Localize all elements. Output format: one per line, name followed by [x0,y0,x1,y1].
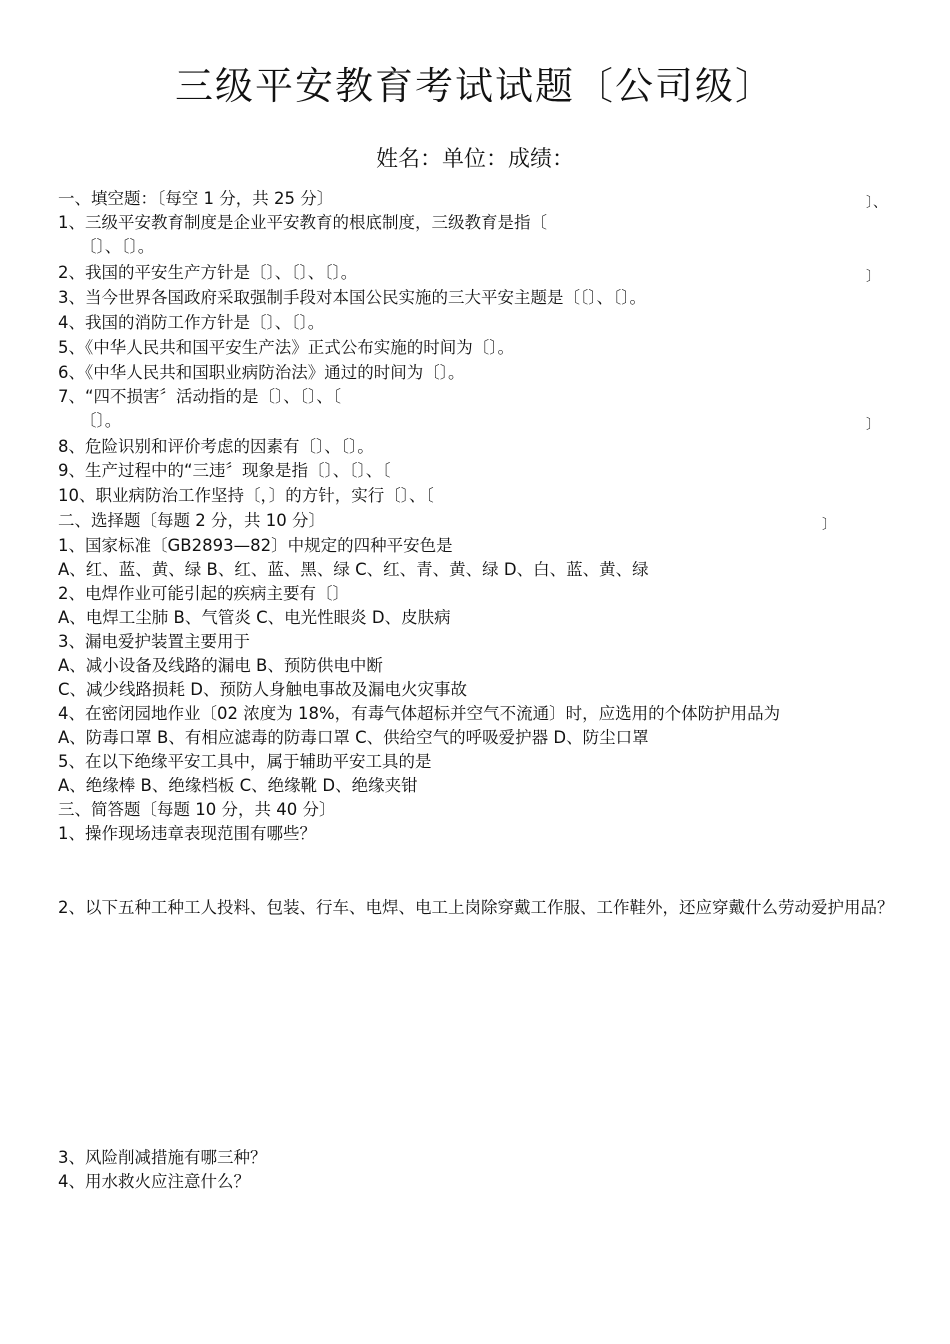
question-line: 10、职业病防治工作坚持〔，〕的方针，实行〔〕、〔 [58,486,434,505]
question-line: 1、国家标准〔GB2893—82〕中规定的四种平安色是 [58,536,453,555]
answer-options: A、电焊工尘肺 B、气管炎 C、电光性眼炎 D、皮肤病 [58,608,451,627]
question-line: 4、在密闭园地作业〔02 浓度为 18%，有毒气体超标并空气不流通〕时，应选用的个体防护用品为 [58,704,781,723]
margin-mark: 〕 [866,417,880,433]
question-line: 3、当今世界各国政府采取强制手段对本国公民实施的三大平安主题是〔〔〕、〔〕。 [58,288,646,307]
exam-title: 三级平安教育考试试题〔公司级〕 [174,64,775,108]
question-line: 〔〕。 [80,411,122,430]
question-line: 7、“四不损害〞活动指的是〔〕、〔〕、〔 [58,387,342,406]
answer-options: A、红、蓝、黄、绿 B、红、蓝、黑、绿 C、红、青、黄、绿 D、白、蓝、黄、绿 [58,560,649,579]
question-line: 5、在以下绝缘平安工具中，属于辅助平安工具的是 [58,752,432,771]
question-line: 2、以下五种工种工人投料、包装、行车、电焊、电工上岗除穿戴工作服、工作鞋外，还应穿戴什么劳动爱护用品？ [58,898,894,917]
student-info-line: 姓名：单位：成绩： [375,147,574,172]
question-line: 3、风险削减措施有哪三种？ [58,1148,267,1167]
question-line: 1、三级平安教育制度是企业平安教育的根底制度，三级教育是指〔 [58,213,547,232]
question-line: 1、操作现场违章表现范围有哪些？ [58,824,316,843]
section-heading-fill-in: 一、填空题：〔每空 1 分，共 25 分〕 [58,189,334,208]
section-heading-choice: 二、选择题〔每题 2 分，共 10 分〕 [58,511,325,530]
question-line: 〔〕、〔〕。 [80,237,155,256]
question-line: 4、用水救火应注意什么？ [58,1172,250,1191]
question-line: 9、生产过程中的“三违〞现象是指〔〕、〔〕、〔 [58,461,391,480]
question-line: 4、我国的消防工作方针是〔〕、〔〕。 [58,313,325,332]
question-line: 8、危险识别和评价考虑的因素有〔〕、〔〕。 [58,437,374,456]
answer-options: C、减少线路损耗 D、预防人身触电事故及漏电火灾事故 [58,680,467,699]
question-line: 5、《中华人民共和国平安生产法》正式公布实施的时间为〔〕。 [58,338,514,357]
margin-mark: 〕、 [866,195,887,211]
question-line: 2、我国的平安生产方针是〔〕、〔〕、〔〕。 [58,263,358,282]
question-line: 6、《中华人民共和国职业病防治法》通过的时间为〔〕。 [58,363,465,382]
question-line: 3、漏电爱护装置主要用于 [58,632,250,651]
margin-mark: 〕 [866,269,880,285]
section-heading-short-answer: 三、简答题〔每题 10 分，共 40 分〕 [58,800,336,819]
answer-options: A、绝缘棒 B、绝缘档板 C、绝缘靴 D、绝缘夹钳 [58,776,418,795]
answer-options: A、减小设备及线路的漏电 B、预防供电中断 [58,656,383,675]
answer-options: A、防毒口罩 B、有相应滤毒的防毒口罩 C、供给空气的呼吸爱护器 D、防尘口罩 [58,728,649,747]
question-line: 2、电焊作业可能引起的疾病主要有〔〕 [58,584,349,603]
margin-mark: 〕 [822,517,836,533]
